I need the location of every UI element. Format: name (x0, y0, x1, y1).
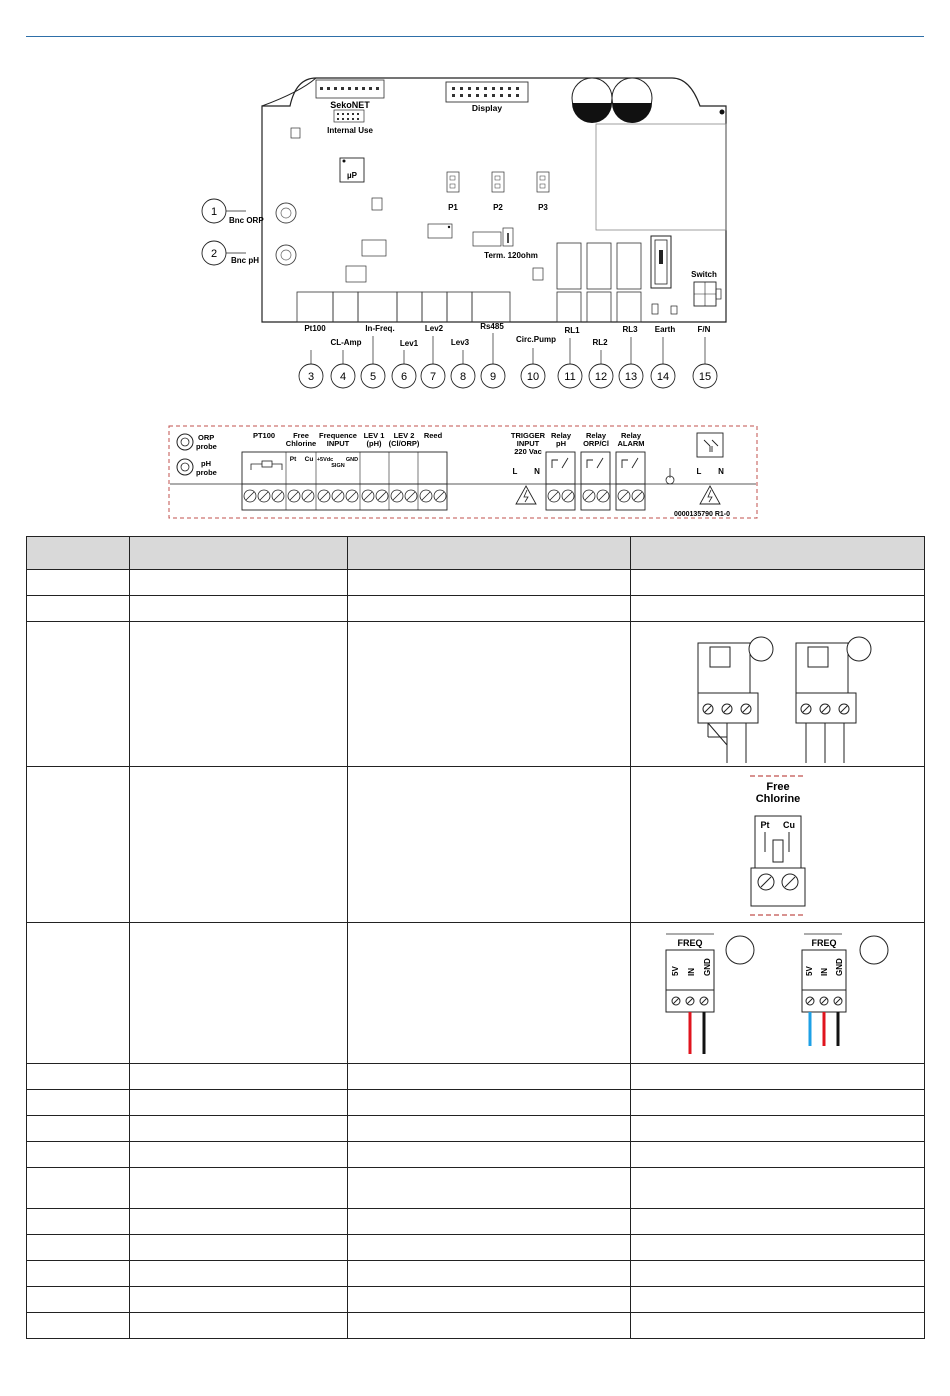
callout-5-number: 5 (369, 371, 377, 383)
trigger-header-2: INPUT (516, 439, 540, 448)
lev2-header-1: LEV 2 (393, 431, 415, 440)
ph-probe-icon (177, 459, 193, 475)
callout-2-number: 2 (210, 248, 218, 260)
table-freq-label-1: FREQ (676, 938, 703, 948)
bnc-ph-connector (276, 245, 296, 265)
table-gnd-1: GND (702, 958, 712, 976)
callout-7-number: 7 (429, 371, 437, 383)
table-in-2: IN (819, 968, 829, 976)
bnc-orp-label: Bnc ORP (229, 216, 264, 225)
lev1-header-2: (pH) (366, 439, 382, 448)
table-row (27, 767, 925, 923)
v5-label: +5Vdc (316, 457, 334, 463)
table-row (27, 1287, 925, 1313)
table-row (27, 1209, 925, 1235)
rl2-label: RL2 (592, 338, 608, 347)
callout-14-number: 14 (656, 371, 670, 383)
table-row (27, 1064, 925, 1090)
callout-4-number: 4 (339, 371, 347, 383)
table-row (27, 596, 925, 622)
frequence-header-2: INPUT (326, 439, 350, 448)
table-freq-label-2: FREQ (810, 938, 837, 948)
table-row (27, 1313, 925, 1339)
frequency-connector-drawing (648, 926, 908, 1060)
callout-10-number: 10 (526, 371, 540, 383)
pt100-connector-drawing (668, 625, 888, 763)
orp-probe-icon (177, 434, 193, 450)
table-row (27, 1261, 925, 1287)
rl3-label: RL3 (622, 325, 638, 334)
table-5v-2: 5V (804, 966, 814, 976)
table-cu-label: Cu (782, 819, 795, 830)
hazard-icon-1 (516, 486, 536, 504)
table-pt-label: Pt (760, 819, 769, 830)
p3-label: P3 (538, 203, 548, 212)
callout-1-number: 1 (210, 206, 218, 218)
ph-probe-label-1: pH (201, 459, 211, 468)
table-row (27, 1090, 925, 1116)
fn-label: F/N (697, 325, 711, 334)
sign-label: SIGN (331, 463, 345, 469)
callout-8-number: 8 (459, 371, 467, 383)
p1-label: P1 (448, 203, 458, 212)
cl-amp-label: CL-Amp (330, 338, 362, 347)
relay-orp-block (581, 452, 610, 510)
display-label: Display (471, 103, 503, 113)
pcb-board-diagram (0, 0, 950, 400)
orp-probe-label-2: probe (196, 442, 217, 451)
in-freq-label: In-Freq. (365, 324, 395, 333)
relay-alarm-block (616, 452, 645, 510)
earth-icon (666, 476, 674, 484)
switch-symbol-icon (697, 433, 723, 457)
table-row (27, 570, 925, 596)
terminal-block-main (242, 452, 447, 510)
mains-n: N (718, 467, 724, 476)
terminal-dashed-frame (169, 426, 757, 518)
ph-probe-label-2: probe (196, 468, 217, 477)
lev3-label: Lev3 (450, 338, 470, 347)
board-code: 0000135790 R1-0 (673, 511, 731, 518)
callout-12-number: 12 (594, 371, 608, 383)
cu-label: Cu (304, 456, 314, 463)
earth-label: Earth (654, 325, 676, 334)
trigger-header-1: TRIGGER (510, 431, 546, 440)
table-free-chlorine-1: Free (765, 780, 790, 793)
trigger-n: N (534, 467, 540, 476)
rl1-label: RL1 (564, 326, 580, 335)
rs485-label: Rs485 (480, 322, 504, 331)
p2-label: P2 (493, 203, 503, 212)
table-row (27, 622, 925, 767)
table-row (27, 1116, 925, 1142)
internal-use-label: Internal Use (327, 126, 373, 135)
up-label: µP (347, 171, 357, 180)
table-row (27, 1168, 925, 1209)
reed-header: Reed (423, 431, 443, 440)
free-chlorine-header-2: Chlorine (285, 439, 317, 448)
table-header-row (27, 537, 925, 570)
table-gnd-2: GND (834, 958, 844, 976)
mains-l: L (696, 467, 702, 476)
sekonet-label: SekoNET (330, 100, 370, 110)
callout-15-number: 15 (698, 371, 712, 383)
callout-9-number: 9 (489, 371, 497, 383)
pt100-header: PT100 (252, 431, 276, 440)
free-chlorine-header-1: Free (293, 431, 309, 440)
bnc-ph-label: Bnc pH (231, 256, 259, 265)
trigger-header-3: 220 Vac (514, 447, 542, 456)
callouts-row (299, 364, 717, 388)
callout-6-number: 6 (400, 371, 408, 383)
gnd-label: GND (345, 457, 359, 463)
pt100-label: Pt100 (304, 324, 326, 333)
relay-alarm-header-2: ALARM (617, 439, 645, 448)
trigger-l: L (512, 467, 518, 476)
table-5v-1: 5V (670, 966, 680, 976)
relay-orp-header-2: ORP/Cl (583, 439, 609, 448)
lev2-header-2: (Cl/ORP) (388, 439, 420, 448)
relay-alarm-header-1: Relay (620, 431, 642, 440)
frequence-header-1: Frequence (319, 431, 357, 440)
pinout-table (26, 536, 925, 1339)
callout-13-number: 13 (624, 371, 638, 383)
relay-orp-header-1: Relay (585, 431, 607, 440)
lev1-label: Lev1 (399, 339, 419, 348)
relay-ph-block (546, 452, 575, 510)
hazard-icon-2 (700, 486, 720, 504)
relay-ph-header-2: pH (556, 439, 566, 448)
callout-3-number: 3 (307, 371, 315, 383)
table-in-1: IN (686, 968, 696, 976)
free-chlorine-connector-drawing (668, 770, 888, 920)
table-row (27, 1235, 925, 1261)
screws-main (244, 490, 446, 502)
orp-probe-label-1: ORP (198, 433, 215, 442)
lev2-label: Lev2 (424, 324, 444, 333)
lev1-header-1: LEV 1 (363, 431, 385, 440)
bnc-orp-connector (276, 203, 296, 223)
table-free-chlorine-2: Chlorine (755, 792, 800, 805)
board-outline (262, 78, 726, 322)
table-row (27, 923, 925, 1064)
callout-11-number: 11 (564, 371, 576, 383)
table-row (27, 1142, 925, 1168)
switch-label: Switch (691, 270, 717, 279)
pt-label: Pt (289, 456, 297, 463)
circ-pump-label: Circ.Pump (515, 335, 557, 344)
relay-ph-header-1: Relay (550, 431, 572, 440)
term-label: Term. 120ohm (484, 251, 538, 260)
